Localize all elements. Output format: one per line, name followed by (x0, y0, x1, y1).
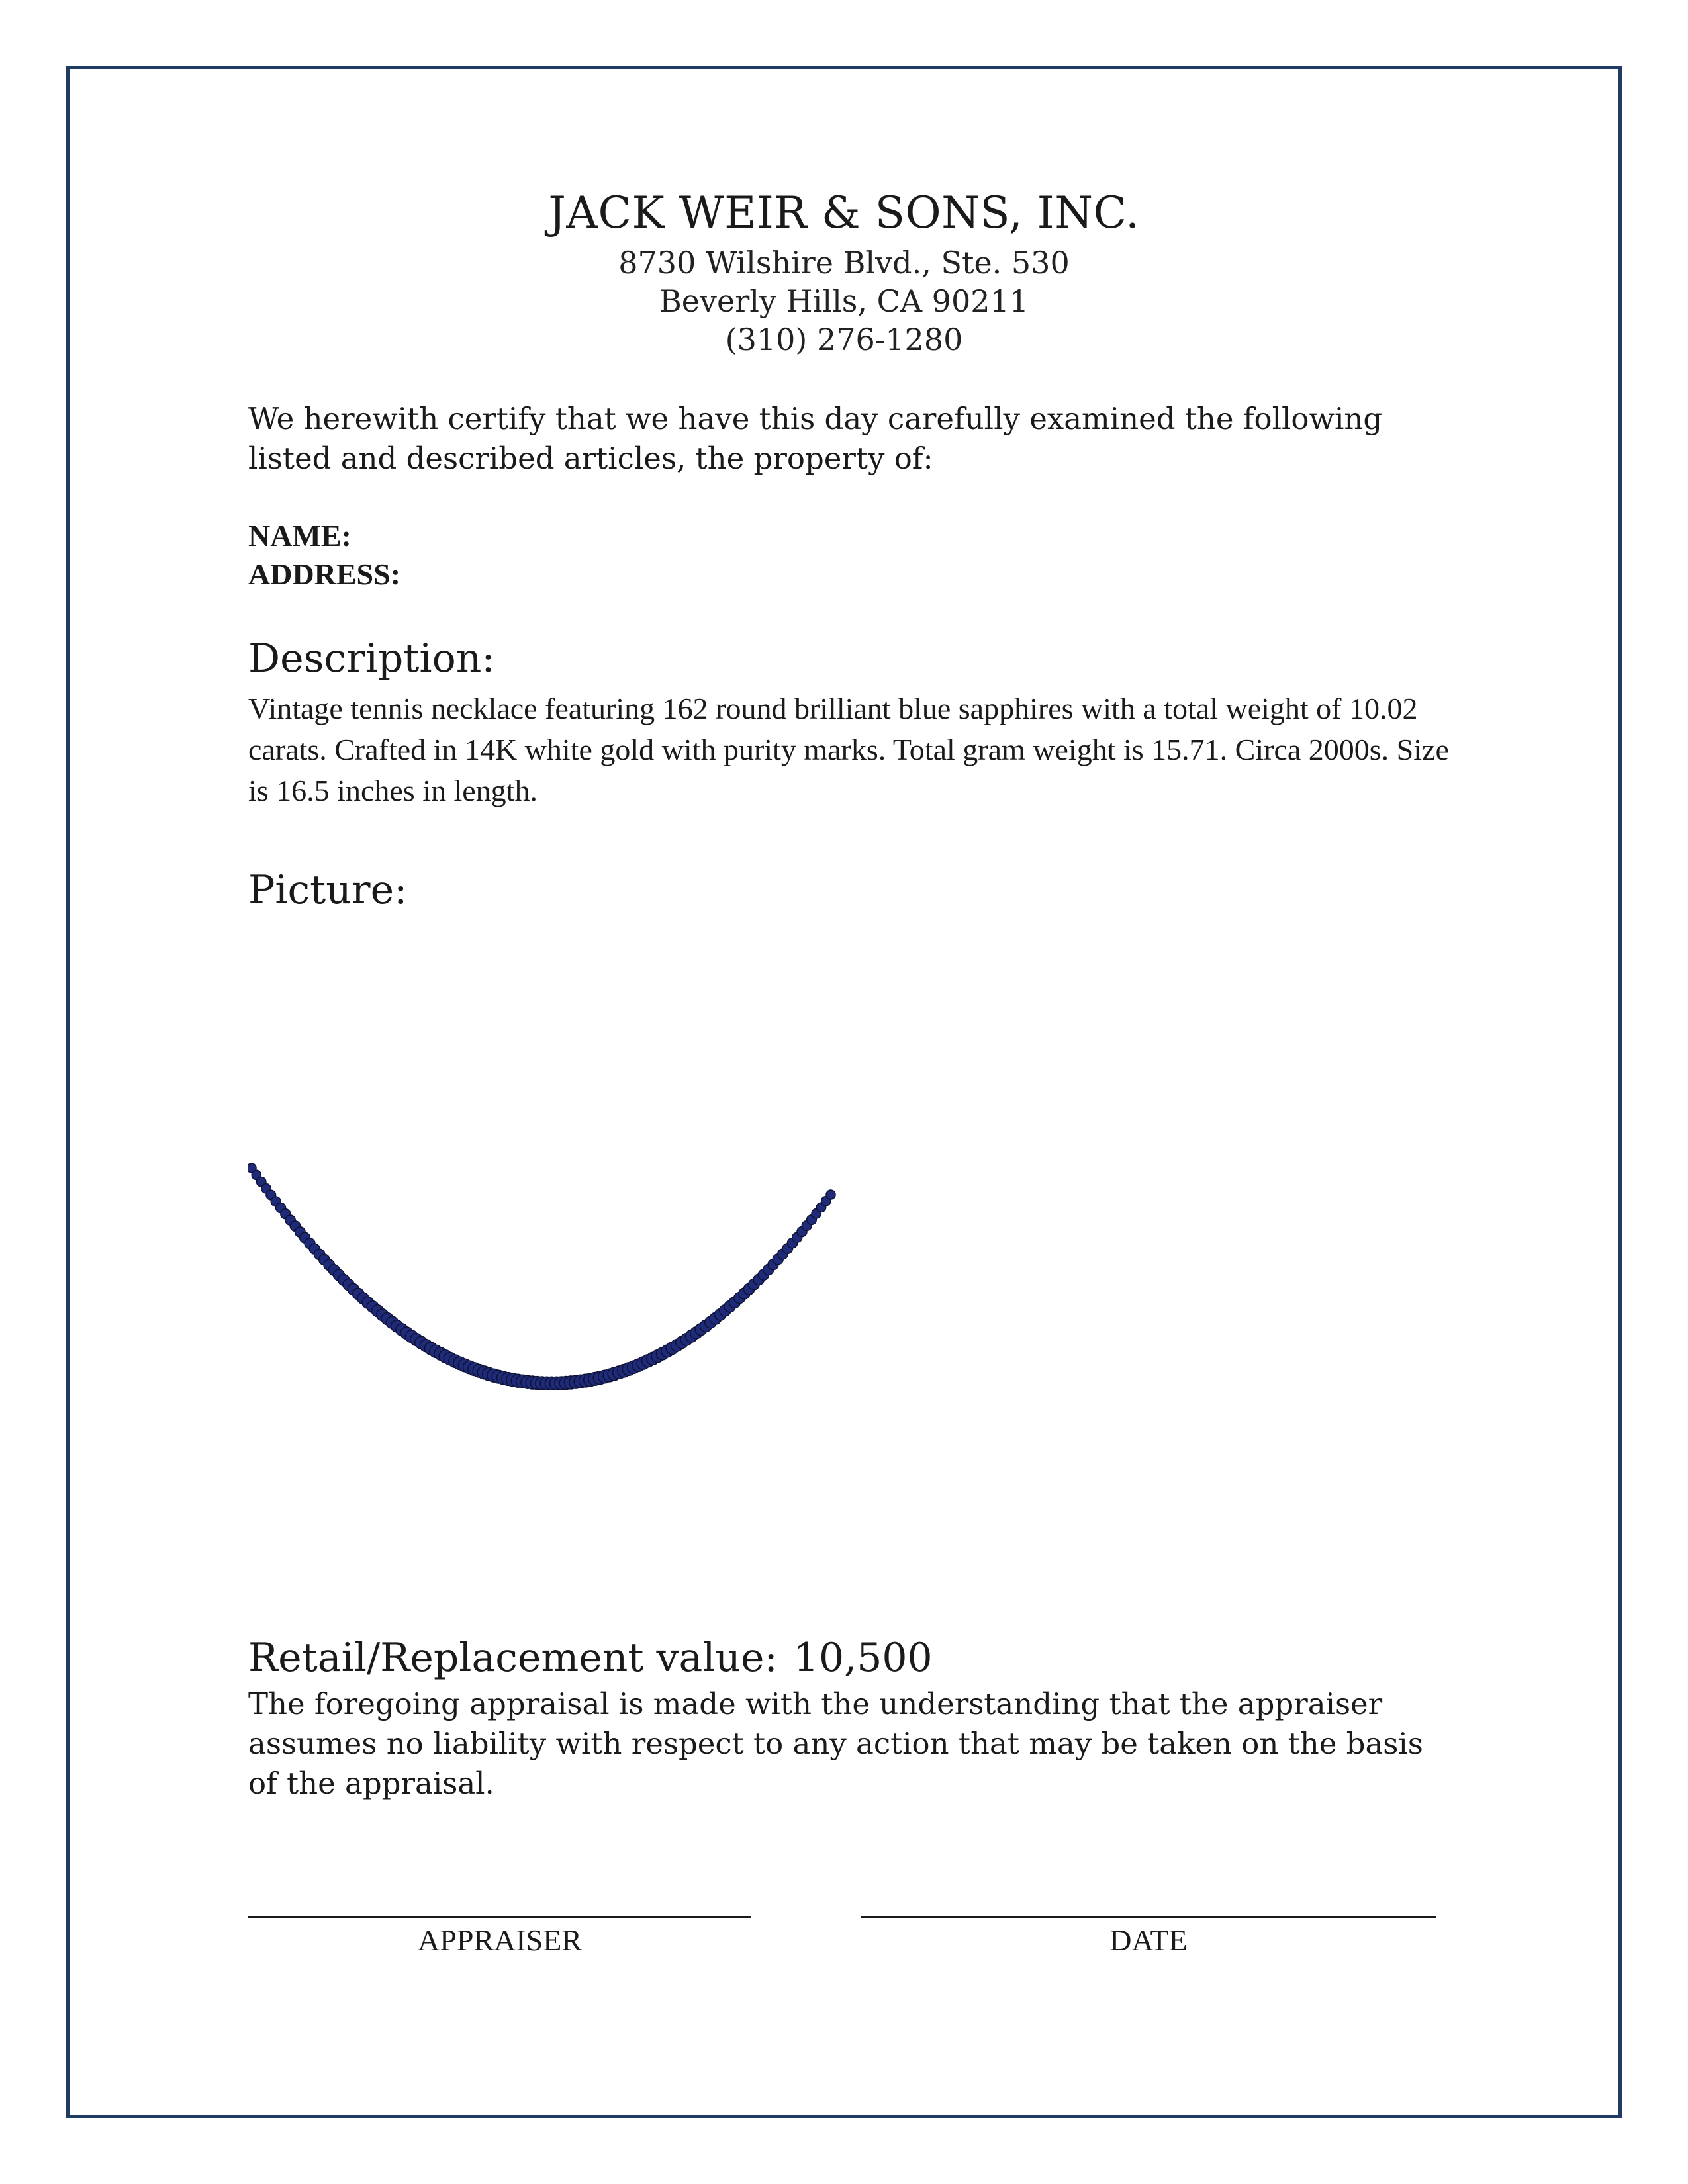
appraiser-signature-line (248, 1916, 751, 1918)
retail-value-line (248, 1635, 1453, 1681)
sapphire-stone (826, 1190, 835, 1199)
retail-value-label: Retail/Replacement value: (248, 1635, 778, 1681)
company-phone: (310) 276-1280 (725, 322, 963, 357)
retail-value-amount: 10,500 (793, 1635, 933, 1681)
certification-statement: We herewith certify that we have this day carefully examined the following listed and described articles, the property of: (248, 401, 1383, 476)
date-label: DATE (1109, 1923, 1188, 1957)
company-address-line1: 8730 Wilshire Blvd., Ste. 530 (618, 245, 1070, 281)
appraiser-label: APPRAISER (418, 1923, 582, 1957)
date-signature-line (861, 1916, 1436, 1918)
picture-heading: Picture: (248, 867, 408, 913)
description-heading: Description: (248, 635, 495, 682)
necklace-photo (248, 1161, 837, 1499)
appraisal-disclaimer: The foregoing appraisal is made with the understanding that the appraiser assumes no liability with respect to any action that may be taken on the basis of the appraisal. (248, 1686, 1423, 1801)
document-border (66, 66, 1622, 2118)
company-address-line2: Beverly Hills, CA 90211 (659, 283, 1029, 319)
company-name: JACK WEIR & SONS, INC. (548, 187, 1140, 238)
description-text: Vintage tennis necklace featuring 162 round brilliant blue sapphires with a total weight of 10.02 carats. Crafted in 14K white gold with purity marks. Total gram weight is 15.71. Circa 2000s. Size is 16.5 inches in length. (248, 692, 1449, 807)
owner-address-label: ADDRESS: (248, 557, 401, 591)
owner-name-label: NAME: (248, 519, 352, 553)
